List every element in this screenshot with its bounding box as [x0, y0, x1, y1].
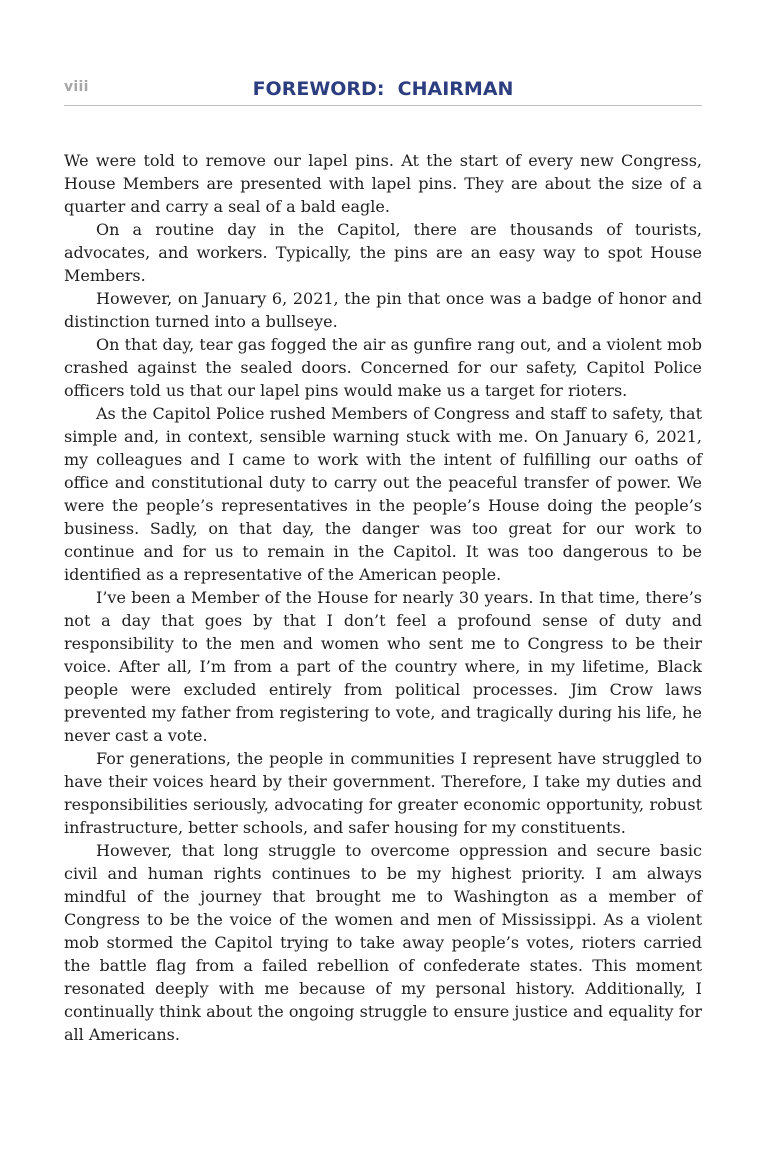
- paragraph: We were told to remove our lapel pins. At the start of every new Congress, House Members are presented with lapel pins. They are about the size of a quarter and carry a seal of a bald eagle.: [64, 151, 702, 216]
- body-text: [64, 149, 702, 1046]
- page-number: viii: [64, 79, 89, 95]
- paragraph: However, that long struggle to overcome oppression and secure basic civil and human rights continues to be my highest priority. I am always mindful of the journey that brought me to Washington as a member of Congress to be the voice of the women and men of Mississippi. As a violent mob stormed the Capitol trying to take away people’s votes, rioters carried the battle flag from a failed rebellion of confederate states. This moment resonated deeply with me because of my personal history. Additionally, I continually think about the ongoing struggle to ensure justice and equality for all Americans.: [64, 841, 702, 1044]
- paragraph: On that day, tear gas fogged the air as gunfire rang out, and a violent mob crashed against the sealed doors. Concerned for our safety, Capitol Police officers told us that our lapel pins would make us a target for rioters.: [64, 335, 702, 400]
- paragraph: As the Capitol Police rushed Members of Congress and staff to safety, that simple and, in context, sensible warning stuck with me. On January 6, 2021, my colleagues and I came to work with the intent of fulfilling our oaths of office and constitutional duty to carry out the peaceful transfer of power. We were the people’s representatives in the people’s House doing the people’s business. Sadly, on that day, the danger was too great for our work to continue and for us to remain in the Capitol. It was too dangerous to be identified as a representative of the American people.: [64, 404, 702, 584]
- paragraph: On a routine day in the Capitol, there are thousands of tourists, advocates, and workers. Typically, the pins are an easy way to spot House Members.: [64, 220, 702, 285]
- paragraph: For generations, the people in communities I represent have struggled to have their voices heard by their government. Therefore, I take my duties and responsibilities seriously, advocating for greater economic opportunity, robust infrastructure, better schools, and safer housing for my constituents.: [64, 749, 702, 837]
- paragraph: I’ve been a Member of the House for nearly 30 years. In that time, there’s not a day that goes by that I don’t feel a profound sense of duty and responsibility to the men and women who sent me to Congress to be their voice. After all, I’m from a part of the country where, in my lifetime, Black people were excluded entirely from political processes. Jim Crow laws prevented my father from registering to vote, and tragically during his life, he never cast a vote.: [64, 588, 702, 745]
- paragraph: However, on January 6, 2021, the pin that once was a badge of honor and distinction turned into a bullseye.: [64, 289, 702, 331]
- page-header: [64, 78, 702, 106]
- running-head: FOREWORD: CHAIRMAN: [252, 78, 514, 100]
